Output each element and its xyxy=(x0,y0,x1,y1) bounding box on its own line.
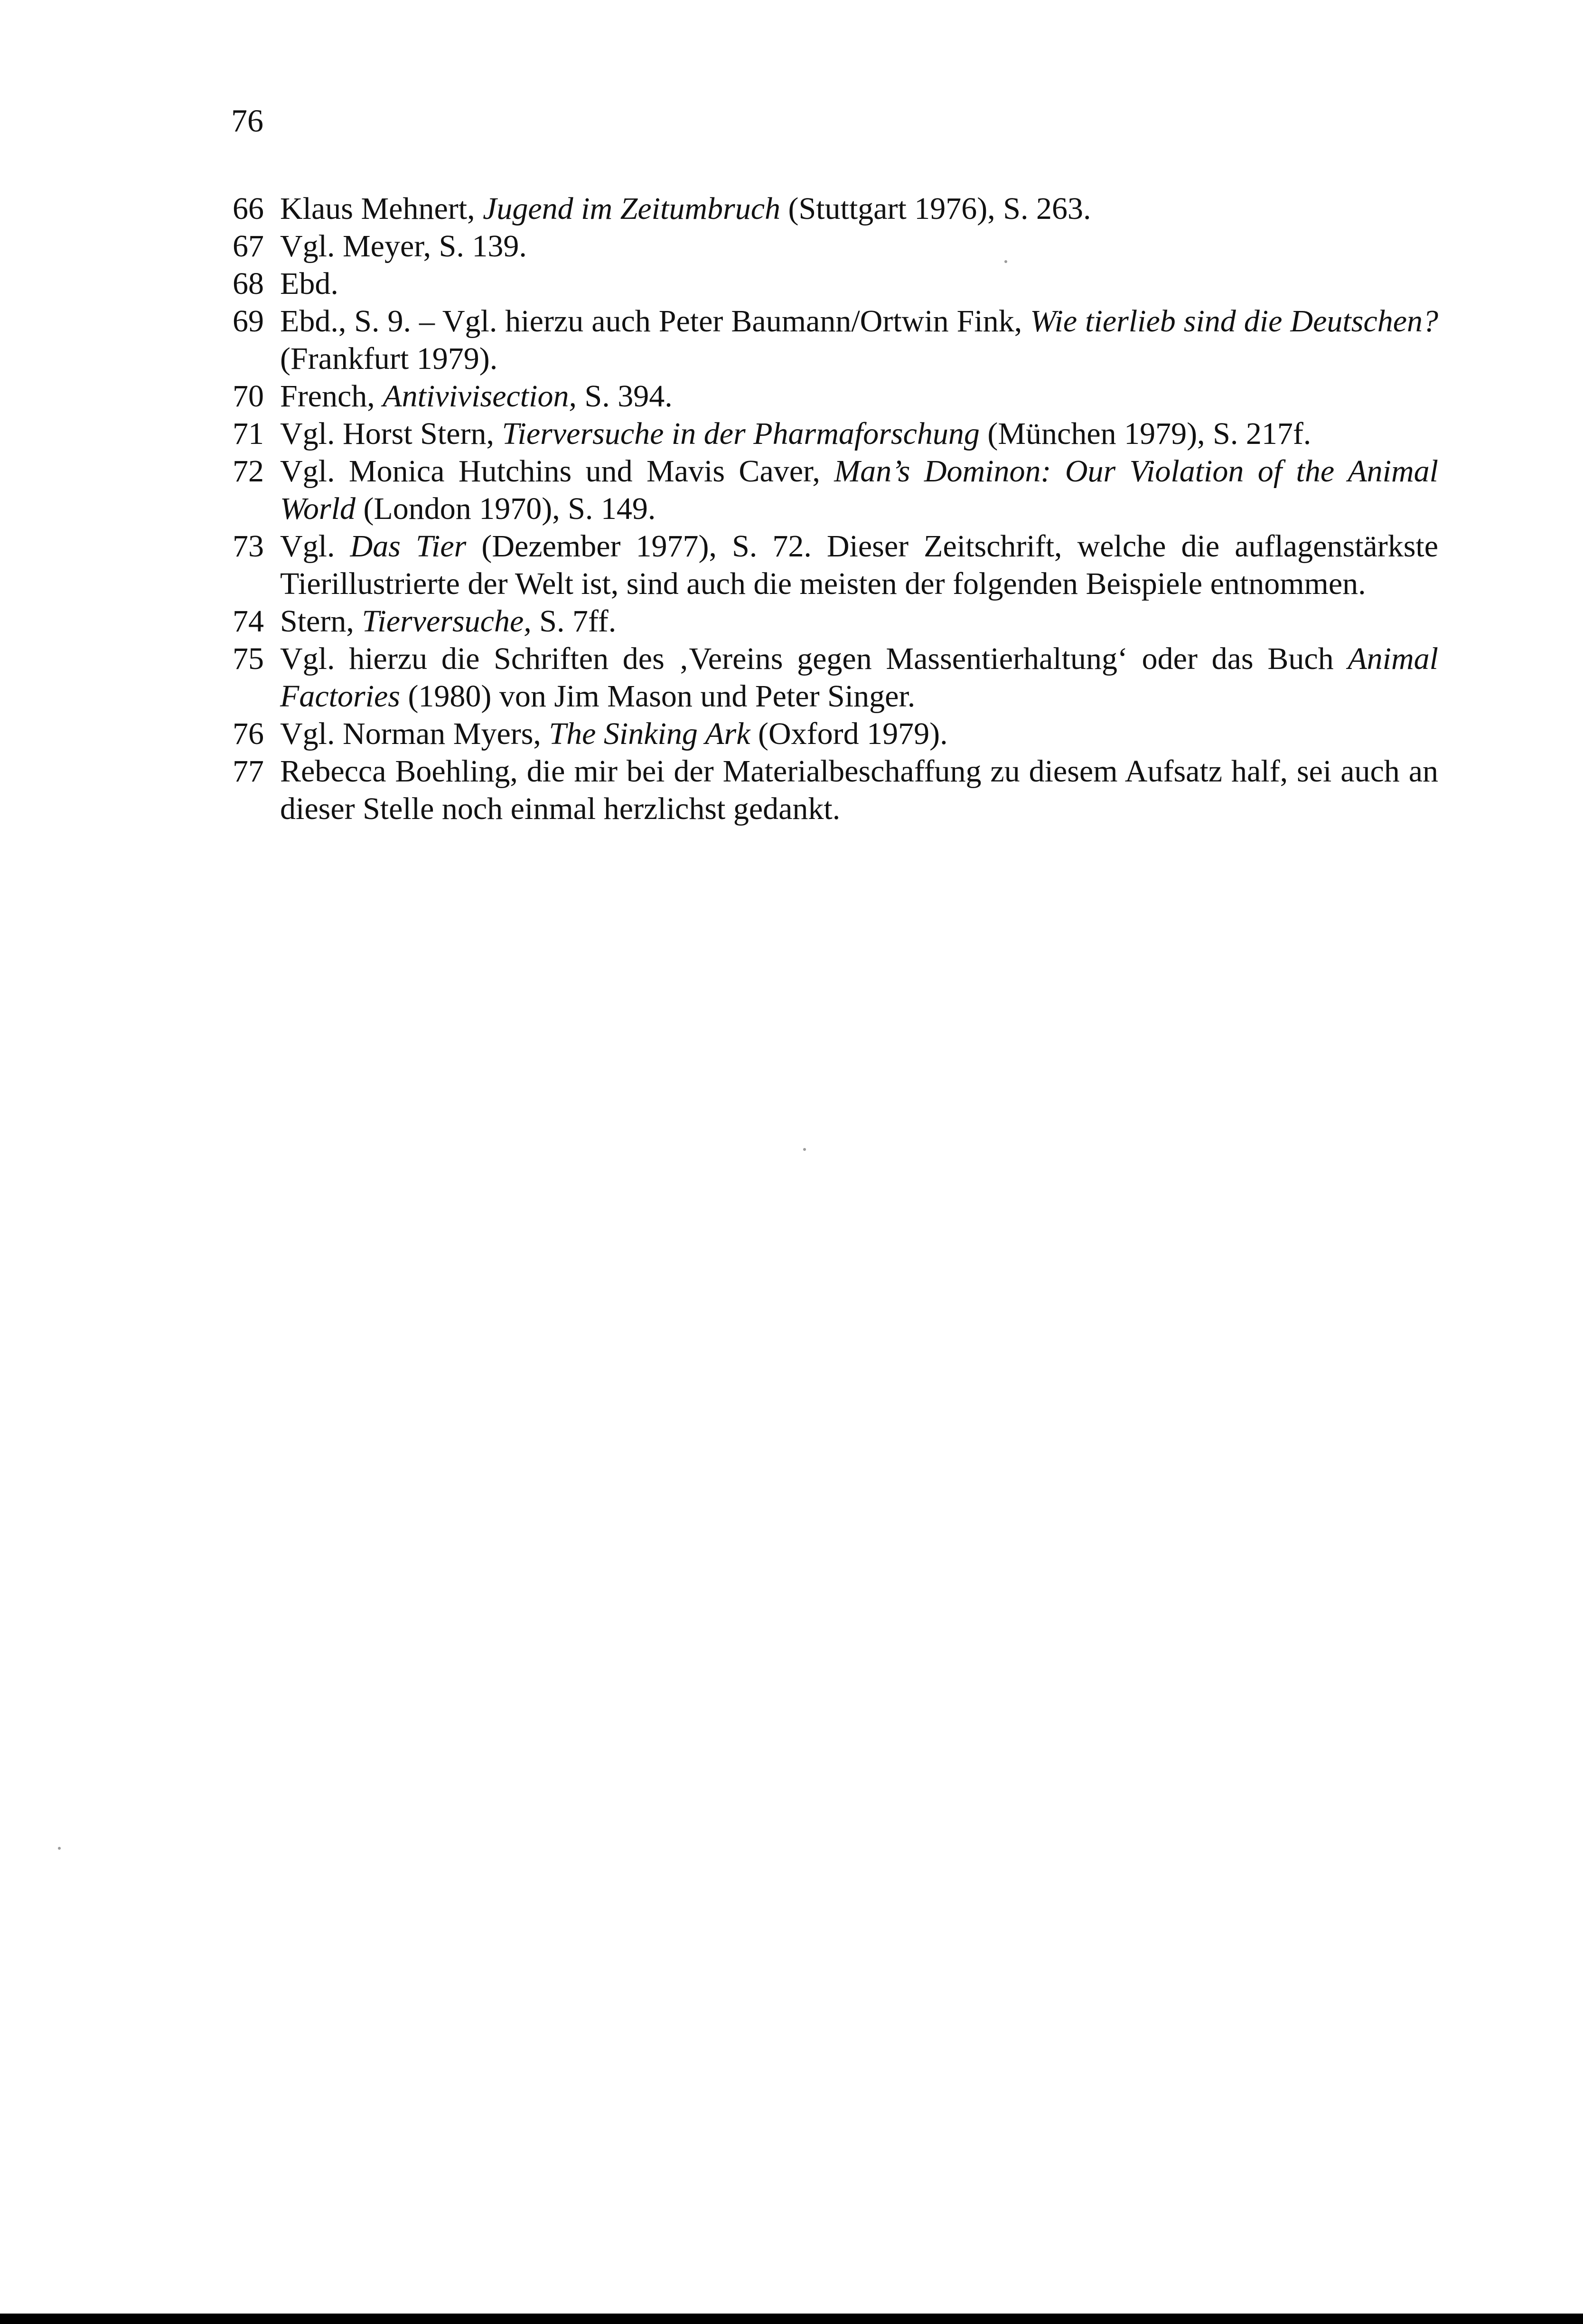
footnote-text-segment: Klaus Mehnert, xyxy=(280,191,483,226)
footnote-number: 69 xyxy=(233,304,264,339)
footnote-66 xyxy=(233,190,1438,227)
footnote-title-italic: Tierversuche, xyxy=(362,604,532,639)
footnote-number: 68 xyxy=(233,266,264,301)
footnote-text-segment: Vgl. Norman Myers, xyxy=(280,716,549,751)
footnote-text xyxy=(280,753,1438,828)
footnote-text xyxy=(280,227,1438,265)
footnote-text xyxy=(280,602,1438,640)
footnote-77 xyxy=(233,753,1438,828)
footnote-number: 77 xyxy=(233,754,264,789)
scan-speck xyxy=(58,1847,61,1850)
footnote-67 xyxy=(233,227,1438,265)
footnote-text-segment: S. 394. xyxy=(576,379,673,414)
footnote-text-segment: Vgl. Horst Stern, xyxy=(280,416,502,451)
page-number: 76 xyxy=(231,103,263,139)
footnote-70 xyxy=(233,377,1438,415)
footnote-number: 75 xyxy=(233,641,264,676)
footnote-title-italic: Wie tierlieb sind die Deutschen? xyxy=(1030,304,1438,339)
footnote-text xyxy=(280,265,1438,302)
footnote-75 xyxy=(233,640,1438,715)
footnote-text xyxy=(280,377,1438,415)
footnote-text-segment: French, xyxy=(280,379,383,414)
footnote-text-segment: (Frankfurt 1979). xyxy=(280,341,498,376)
footnote-text xyxy=(280,302,1438,377)
footnote-text xyxy=(280,715,1438,753)
footnote-text xyxy=(280,415,1438,452)
footnote-title-italic: Jugend im Zeitumbruch xyxy=(483,191,780,226)
footnote-text-segment: Vgl. Meyer, S. 139. xyxy=(280,229,527,263)
footnote-text-segment: Ebd. xyxy=(280,266,338,301)
footnote-text-segment: S. 7ff. xyxy=(531,604,617,639)
footnote-72 xyxy=(233,452,1438,527)
footnote-text-segment: (London 1970), S. 149. xyxy=(355,491,656,526)
scan-speck xyxy=(803,1148,806,1151)
footnote-text-segment: Vgl. hierzu die Schriften des ‚Vereins gegen Massentierhaltung‘ oder das Buch xyxy=(280,641,1348,676)
footnote-69 xyxy=(233,302,1438,377)
footnote-text-segment: (Oxford 1979). xyxy=(750,716,948,751)
footnote-76 xyxy=(233,715,1438,753)
footnote-68 xyxy=(233,265,1438,302)
footnote-title-italic: Tierversuche in der Pharmaforschung xyxy=(502,416,980,451)
footnote-text-segment: Vgl. xyxy=(280,529,350,564)
footnote-text-segment: (Dezember 1977), S. 72. Dieser Zeitschrift, welche die auflagenstärkste Tierillustrierte der Welt ist, sind auch die meisten der folgenden Beispiele entnommen. xyxy=(280,529,1439,601)
footnote-text-segment: Rebecca Boehling, die mir bei der Materialbeschaffung zu diesem Aufsatz half, sei auch an dieser Stelle noch einmal herzlichst gedankt. xyxy=(280,754,1438,826)
scan-bottom-edge xyxy=(0,2314,1583,2324)
footnote-number: 70 xyxy=(233,379,264,414)
footnote-text-segment: (1980) von Jim Mason und Peter Singer. xyxy=(400,679,916,714)
footnote-title-italic: The Sinking Ark xyxy=(549,716,750,751)
footnote-title-italic: Antivivisection, xyxy=(383,379,577,414)
footnote-number: 72 xyxy=(233,454,264,489)
footnote-title-italic: Das Tier xyxy=(350,529,467,564)
footnote-list xyxy=(233,190,1438,828)
footnote-number: 71 xyxy=(233,416,264,451)
footnote-number: 76 xyxy=(233,716,264,751)
footnote-text-segment: (München 1979), S. 217f. xyxy=(979,416,1311,451)
footnote-title-italic: Animal Factories xyxy=(280,641,1438,714)
footnote-text-segment: Vgl. Monica Hutchins und Mavis Caver, xyxy=(280,454,834,489)
footnote-text-segment: Stern, xyxy=(280,604,362,639)
footnote-text-segment: (Stuttgart 1976), S. 263. xyxy=(780,191,1091,226)
footnote-text xyxy=(280,527,1438,602)
footnote-number: 66 xyxy=(233,191,264,226)
footnote-73 xyxy=(233,527,1438,602)
footnote-71 xyxy=(233,415,1438,452)
footnote-text xyxy=(280,190,1438,227)
footnote-74 xyxy=(233,602,1438,640)
footnote-number: 67 xyxy=(233,229,264,263)
footnote-text-segment: Ebd., S. 9. – Vgl. hierzu auch Peter Baumann/Ortwin Fink, xyxy=(280,304,1030,339)
footnote-title-italic: Man’s Dominon: Our Violation of the Animal World xyxy=(280,454,1438,526)
footnote-number: 74 xyxy=(233,604,264,639)
scan-speck xyxy=(1004,260,1007,263)
footnote-text xyxy=(280,640,1438,715)
footnote-text xyxy=(280,452,1438,527)
footnote-number: 73 xyxy=(233,529,264,564)
